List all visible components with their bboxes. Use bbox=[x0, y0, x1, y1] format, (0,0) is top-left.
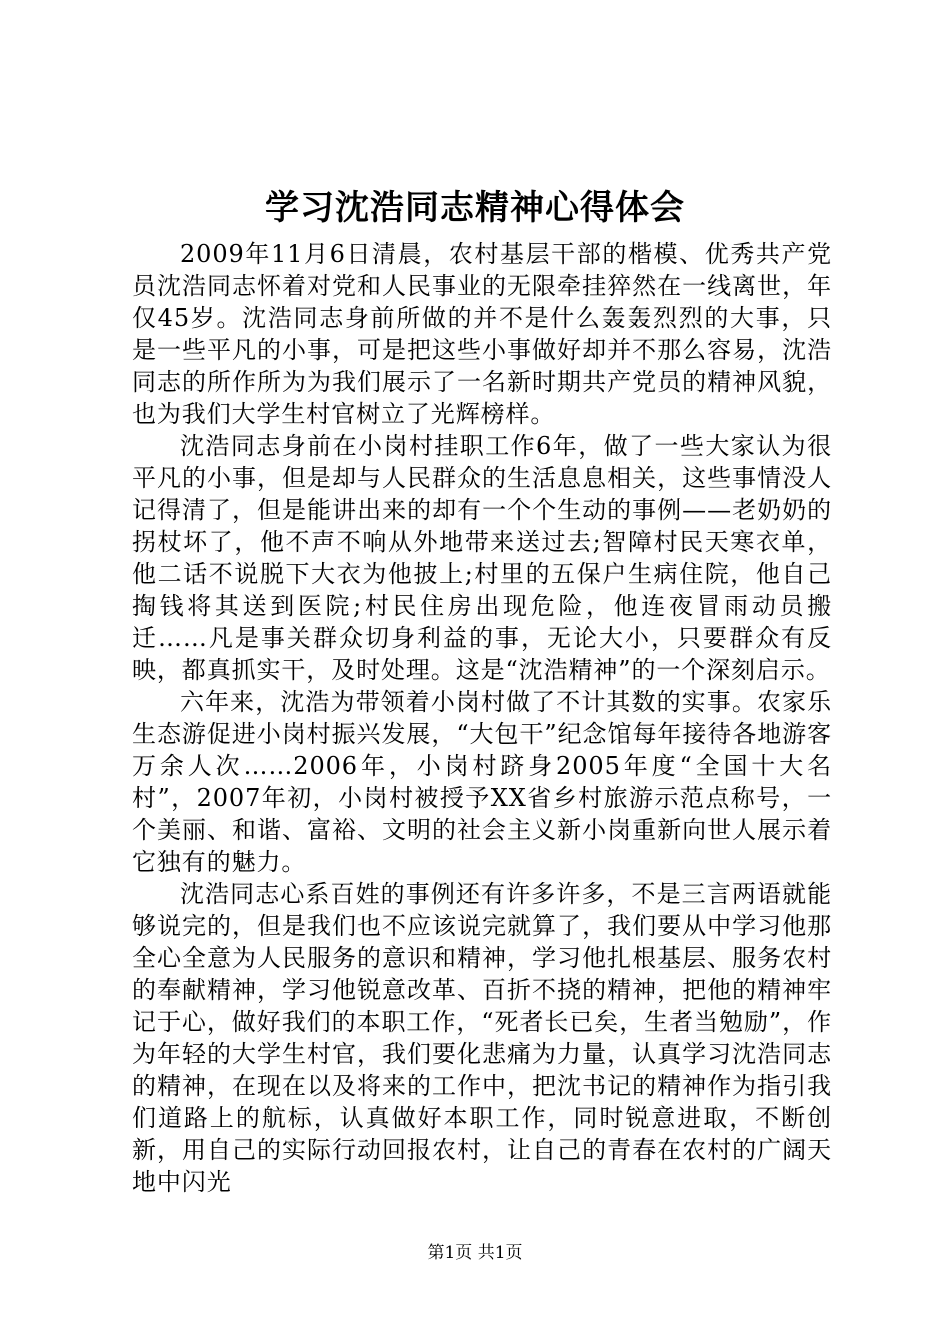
paragraph-4: 沈浩同志心系百姓的事例还有许多许多，不是三言两语就能够说完的，但是我们也不应该说完就算了，我们要从中学习他那全心全意为人民服务的意识和精神，学习他扎根基层、服务农村的奉献精神，学习他锐意改革、百折不挠的精神，把他的精神牢记于心，做好我们的本职工作，“死者长已矣，生者当勉励”，作为年轻的大学生村官，我们要化悲痛为力量，认真学习沈浩同志的精神，在现在以及将来的工作中，把沈书记的精神作为指引我们道路上的航标，认真做好本职工作，同时锐意进取，不断创新，用自己的实际行动回报农村，让自己的青春在农村的广阔天地中闪光 bbox=[132, 880, 832, 1196]
document-body bbox=[132, 238, 832, 1198]
paragraph-2: 沈浩同志身前在小岗村挂职工作6年，做了一些大家认为很平凡的小事，但是却与人民群众的生活息息相关，这些事情没人记得清了，但是能讲出来的却有一个个生动的事例——老奶奶的拐杖坏了，他不声不响从外地带来送过去;智障村民天寒衣单，他二话不说脱下大衣为他披上;村里的五保户生病住院，他自己掏钱将其送到医院;村民住房出现危险，他连夜冒雨动员搬迁……凡是事关群众切身利益的事，无论大小，只要群众有反映，都真抓实干，及时处理。这是“沈浩精神”的一个深刻启示。 bbox=[132, 432, 832, 684]
paragraph-1: 2009年11月6日清晨，农村基层干部的楷模、优秀共产党员沈浩同志怀着对党和人民事业的无限牵挂猝然在一线离世，年仅45岁。沈浩同志身前所做的并不是什么轰轰烈烈的大事，只是一些平凡的小事，可是把这些小事做好却并不那么容易，沈浩同志的所作所为为我们展示了一名新时期共产党员的精神风貌，也为我们大学生村官树立了光辉榜样。 bbox=[132, 240, 832, 428]
page-footer: 第1页 共1页 bbox=[427, 1243, 523, 1263]
document-title: 学习沈浩同志精神心得体会 bbox=[265, 188, 685, 228]
paragraph-3: 六年来，沈浩为带领着小岗村做了不计其数的实事。农家乐生态游促进小岗村振兴发展，“大包干”纪念馆每年接待各地游客万余人次……2006年，小岗村跻身2005年度“全国十大名村”，2007年初，小岗村被授予XX省乡村旅游示范点称号，一个美丽、和谐、富裕、文明的社会主义新小岗重新向世人展示着它独有的魅力。 bbox=[132, 688, 832, 876]
